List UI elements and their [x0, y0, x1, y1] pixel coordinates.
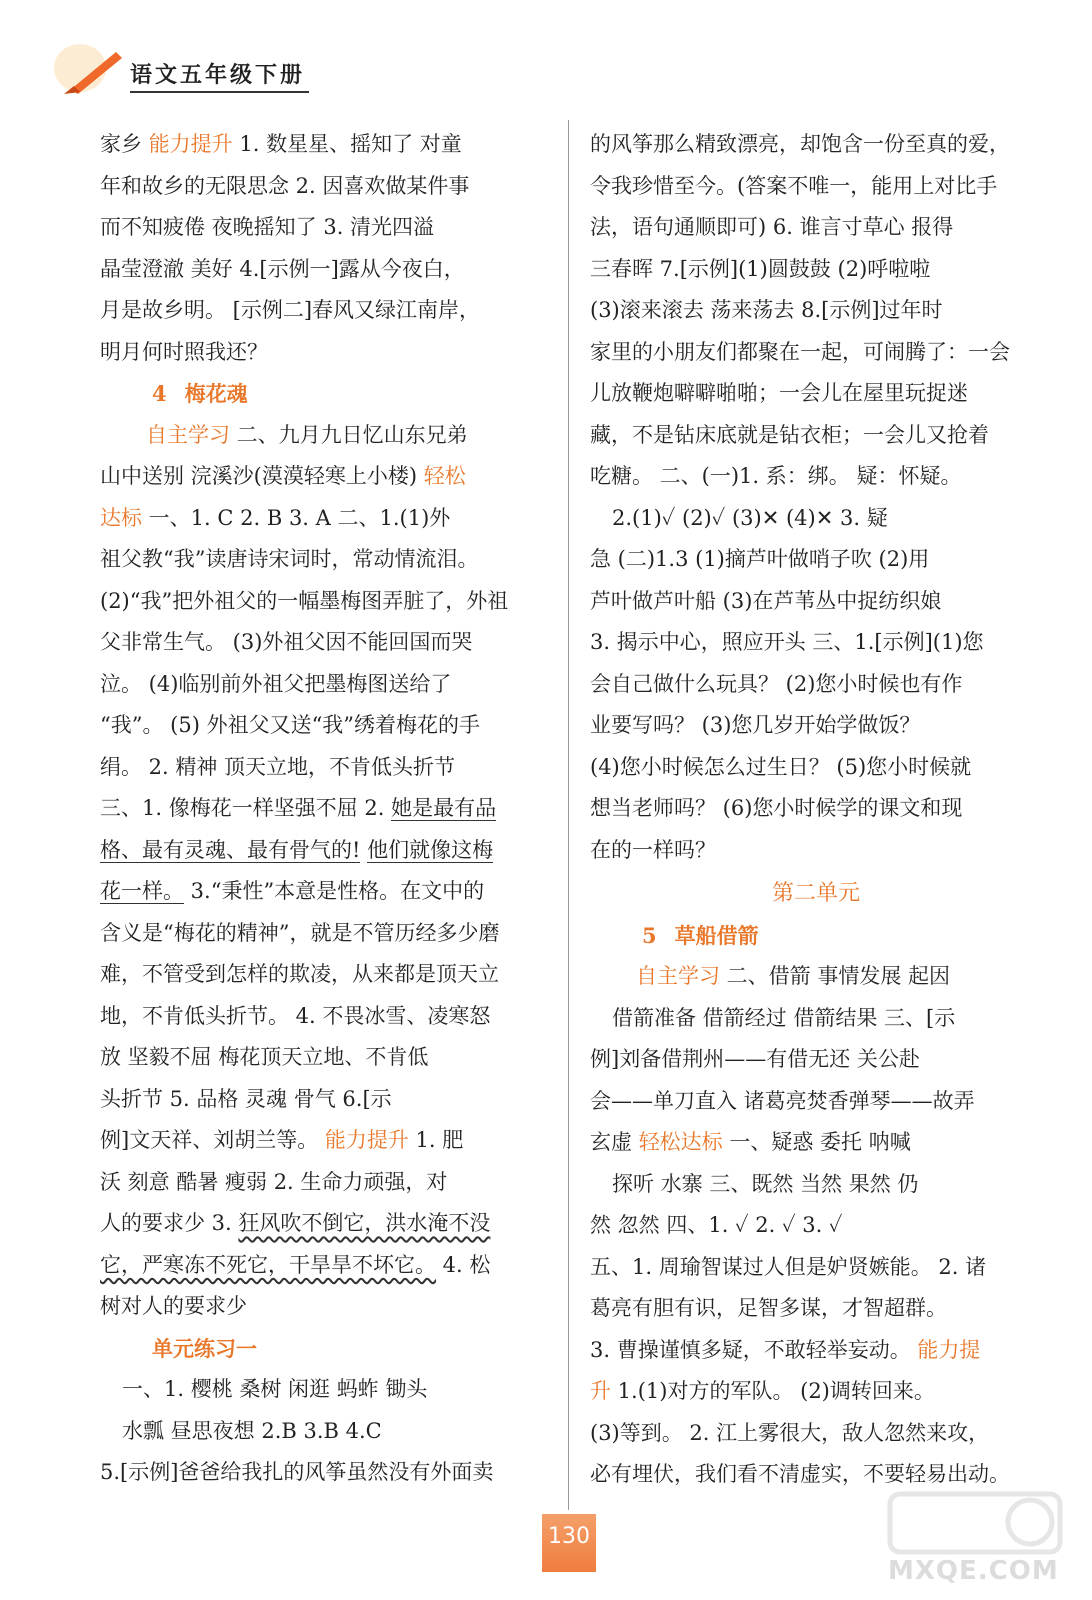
- text-line: 放 坚毅不屈 梅花顶天立地、不肯低: [100, 1045, 429, 1069]
- text-line: “我”。 (5) 外祖父又送“我”绣着梅花的手: [100, 713, 481, 737]
- text-line: 令我珍惜至今。(答案不唯一，能用上对比手: [590, 173, 998, 198]
- lesson-heading: 5 草船借箭: [642, 922, 759, 948]
- text-line: 水瓢 昼思夜想 2.B 3.B 4.C: [122, 1418, 382, 1443]
- section-label: 自主学习: [146, 422, 230, 447]
- text-line: 三、1. 像梅花一样坚强不屈 2. 她是最有品: [100, 796, 497, 820]
- text-line: 想当老师吗？ (6)您小时候学的课文和现: [590, 796, 963, 820]
- wavy-underlined-text: 它，严寒冻不死它，干旱旱不坏它。: [100, 1252, 436, 1277]
- text-line: (3)等到。 2. 江上雾很大，敌人忽然来攻，: [590, 1420, 990, 1445]
- text-line: (2)“我”把外祖父的一幅墨梅图弄脏了，外祖: [100, 588, 509, 613]
- text-line: 在的一样吗？: [590, 837, 716, 862]
- text-line: 绢。 2. 精神 顶天立地，不肯低头折节: [100, 754, 456, 779]
- text-line: 祖父教“我”读唐诗宋词时，常动情流泪。: [100, 547, 479, 571]
- text-line: 晶莹澄澈 美好 4.[示例一]露从今夜白，: [100, 256, 465, 281]
- underlined-text: 她是最有品: [391, 796, 497, 820]
- text-line: 的风筝那么精致漂亮，却饱含一份至真的爱，: [590, 132, 1010, 156]
- text-line: (3)滚来滚去 荡来荡去 8.[示例]过年时: [590, 298, 943, 322]
- text-line: 借箭准备 借箭经过 借箭结果 三、[示: [612, 1005, 956, 1030]
- page-header: [40, 32, 340, 102]
- text-line: 树对人的要求少: [100, 1294, 247, 1318]
- text-line: 葛亮有胆有识，足智多谋，才智超群。: [590, 1296, 947, 1320]
- text-line: 花一样。 3.“秉性”本意是性格。在文中的: [100, 879, 485, 903]
- text-line: 年和故乡的无限思念 2. 因喜欢做某件事: [100, 173, 470, 198]
- text-line: 5.[示例]爸爸给我扎的风筝虽然没有外面卖: [100, 1460, 494, 1484]
- text-line: 儿放鞭炮噼噼啪啪；一会儿在屋里玩捉迷: [590, 381, 968, 405]
- text-line: 泣。 (4)临别前外祖父把墨梅图送给了: [100, 671, 452, 696]
- text-line: 3. 曹操谨慎多疑，不敢轻举妄动。 能力提: [590, 1337, 981, 1362]
- text-line: 探听 水寨 三、既然 当然 果然 仍: [612, 1171, 919, 1196]
- text-line: 玄虚 轻松达标 一、疑惑 委托 呐喊: [590, 1130, 911, 1154]
- section-label: 升: [590, 1379, 611, 1403]
- text-line: 法，语句通顺即可) 6. 谁言寸草心 报得: [590, 215, 954, 239]
- watermark-text: MXQE.COM: [888, 1556, 1059, 1586]
- text-line: 父非常生气。 (3)外祖父因不能回国而哭: [100, 630, 473, 654]
- text-line: 例]刘备借荆州——有借无还 关公赴: [590, 1047, 920, 1071]
- text-line: 三春晖 7.[示例](1)圆鼓鼓 (2)呼啦啦: [590, 256, 931, 281]
- text-line: 它，严寒冻不死它，干旱旱不坏它。 4. 松: [100, 1252, 491, 1277]
- wavy-underlined-text: 狂风吹不倒它，洪水淹不没: [238, 1211, 491, 1235]
- text-line: 急 (二)1.3 (1)摘芦叶做哨子吹 (2)用: [590, 547, 930, 571]
- text-line: 五、1. 周瑜智谋过人但是妒贤嫉能。 2. 诸: [590, 1254, 987, 1279]
- section-label: 达标: [100, 505, 142, 530]
- underlined-text: 花一样。: [100, 879, 184, 903]
- text-line: (4)您小时候怎么过生日？ (5)您小时候就: [590, 754, 972, 779]
- text-line: 难，不管受到怎样的欺凌，从来都是顶天立: [100, 962, 499, 986]
- underlined-text: 格、最有灵魂、最有骨气的!: [100, 837, 361, 862]
- section-label: 自主学习: [636, 964, 720, 988]
- text-line: 地，不肯低头折节。 4. 不畏冰雪、凌寒怒: [100, 1003, 491, 1028]
- text-line: 人的要求少 3. 狂风吹不倒它，洪水淹不没: [100, 1211, 491, 1235]
- right-column: [590, 124, 1042, 1496]
- text-line: 藏，不是钻床底就是钻衣柜；一会儿又抢着: [590, 422, 989, 447]
- underlined-text: 他们就像这梅: [367, 837, 494, 862]
- section-label: 轻松达标: [638, 1130, 723, 1154]
- text-line: 沃 刻意 酷暑 瘦弱 2. 生命力顽强，对: [100, 1169, 448, 1194]
- text-line: 家乡 能力提升 1. 数星星、摇知了 对童: [100, 132, 462, 156]
- text-line: 会自己做什么玩具？ (2)您小时候也有作: [590, 671, 963, 696]
- left-column: [100, 124, 552, 1494]
- text-line: 山中送别 浣溪沙(漠漠轻寒上小楼) 轻松: [100, 464, 466, 488]
- text-line: 必有埋伏，我们看不清虚实，不要轻易出动。: [590, 1462, 1010, 1486]
- section-label: 能力提升: [324, 1128, 409, 1152]
- text-line: 自主学习 二、九月九日忆山东兄弟: [146, 422, 468, 447]
- text-line: 达标 一、1. C 2. B 3. A 二、1.(1)外: [100, 505, 451, 530]
- text-line: [100, 830, 552, 872]
- book-title: 语文五年级下册: [130, 58, 309, 93]
- brush-icon: [50, 38, 130, 98]
- text-line: 会——单刀直入 诸葛亮焚香弹琴——故弄: [590, 1088, 975, 1113]
- text-line: 明月何时照我还？: [100, 339, 268, 364]
- text-line: 2.(1)✓ (2)✓ (3)✕ (4)✕ 3. 疑: [612, 505, 888, 530]
- text-line: 吃糖。 二、(一)1. 系：绑。 疑：怀疑。: [590, 464, 962, 488]
- text-line: 头折节 5. 品格 灵魂 骨气 6.[示: [100, 1086, 392, 1111]
- section-label: 轻松: [423, 464, 466, 488]
- text-line: 而不知疲倦 夜晚摇知了 3. 清光四溢: [100, 215, 435, 239]
- text-line: 升 1.(1)对方的军队。 (2)调转回来。: [590, 1379, 935, 1403]
- section-label: 能力提升: [148, 132, 233, 156]
- unit-heading: 第二单元: [771, 881, 860, 906]
- text-line: 3. 揭示中心，照应开头 三、1.[示例](1)您: [590, 630, 984, 654]
- text-line: 一、1. 樱桃 桑树 闲逛 蚂蚱 锄头: [122, 1377, 428, 1401]
- text-line: 自主学习 二、借箭 事情发展 起因: [636, 964, 951, 988]
- unit-practice-heading: 单元练习一: [152, 1335, 257, 1361]
- text-line: 月是故乡明。 [示例二]春风又绿江南岸，: [100, 298, 481, 322]
- text-line: 例]文天祥、刘胡兰等。 能力提升 1. 肥: [100, 1128, 464, 1152]
- text-line: 家里的小朋友们都聚在一起，可闹腾了：一会: [590, 339, 1010, 364]
- text-line: 业要写吗？ (3)您几岁开始学做饭？: [590, 713, 921, 737]
- text-line: 然 忽然 四、1. ✓ 2. ✓ 3. ✓: [590, 1213, 843, 1237]
- column-divider: [568, 120, 569, 1510]
- text-line: 含义是“梅花的精神”，就是不管历经多少磨: [100, 920, 500, 945]
- page-number: 130: [548, 1524, 590, 1549]
- text-line: 芦叶做芦叶船 (3)在芦苇丛中捉纺织娘: [590, 588, 942, 613]
- lesson-heading: 4 梅花魂: [152, 381, 248, 406]
- section-label: 能力提: [917, 1337, 981, 1362]
